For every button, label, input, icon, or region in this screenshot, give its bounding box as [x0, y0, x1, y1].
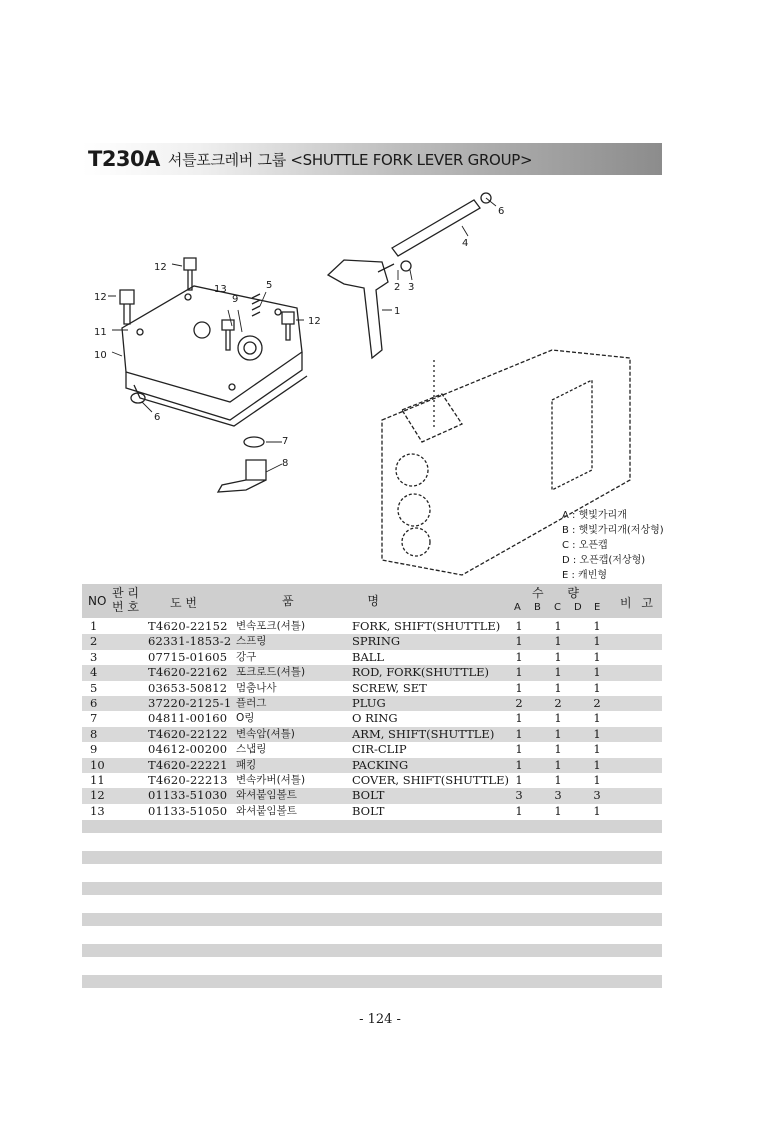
row-english-name: SCREW, SET	[352, 680, 427, 695]
callout-6: 6	[498, 206, 505, 217]
qty-col-c: C	[554, 602, 561, 613]
row-part-number: 37220-2125-1	[148, 695, 232, 710]
table-row	[82, 758, 662, 773]
callout-3: 3	[408, 282, 415, 293]
parts-table-header	[82, 584, 662, 618]
row-no: 6	[90, 695, 98, 710]
row-qty-a: 1	[515, 619, 523, 633]
row-qty-c: 1	[554, 711, 562, 726]
row-no: 5	[90, 680, 98, 695]
row-qty-c: 2	[554, 695, 562, 710]
row-english-name: ARM, SHIFT(SHUTTLE)	[352, 726, 495, 741]
table-row	[82, 788, 662, 803]
callout-6: 6	[154, 412, 161, 423]
header-item-name: 품 명	[282, 594, 379, 608]
callout-13: 13	[214, 284, 227, 295]
shift-cover-part	[122, 286, 302, 402]
row-korean-name: 변속암(셔틀)	[236, 727, 295, 740]
header-management-no: 관 리 번 호	[112, 586, 139, 614]
legend-item-a: A : 햇빛가리개	[562, 510, 627, 521]
row-qty-e: 2	[593, 695, 601, 710]
row-no: 11	[90, 772, 105, 787]
header-remarks: 비 고	[620, 596, 653, 610]
row-part-number: 03653-50812	[148, 680, 228, 695]
legend-item-e: E : 캐빈형	[562, 570, 608, 581]
row-part-number: 04811-00160	[148, 711, 228, 726]
row-no: 9	[90, 742, 98, 757]
callout-12: 12	[154, 262, 167, 273]
row-part-number: T4620-22221	[148, 757, 228, 772]
callout-1: 1	[394, 306, 401, 317]
callout-9: 9	[232, 294, 239, 305]
row-no: 1	[90, 619, 98, 633]
row-qty-a: 1	[515, 726, 523, 741]
row-qty-a: 1	[515, 711, 523, 726]
row-qty-a: 1	[515, 680, 523, 695]
row-qty-c: 3	[554, 788, 562, 803]
row-qty-e: 1	[593, 634, 601, 649]
row-qty-e: 1	[593, 665, 601, 680]
row-qty-c: 1	[554, 742, 562, 757]
row-qty-e: 3	[593, 788, 601, 803]
row-part-number: 04612-00200	[148, 742, 228, 757]
group-code: T230A	[88, 147, 160, 171]
row-part-number: T4620-22122	[148, 726, 228, 741]
parts-table-body	[82, 619, 662, 819]
row-qty-c: 1	[554, 726, 562, 741]
group-title: 셔틀포크레버 그룹 <SHUTTLE FORK LEVER GROUP>	[167, 150, 533, 169]
row-qty-c: 1	[554, 665, 562, 680]
row-qty-e: 1	[593, 742, 601, 757]
row-korean-name: 멈춤나사	[236, 681, 277, 694]
legend-item-d: D : 오픈캡(저상형)	[562, 555, 646, 566]
row-qty-e: 1	[593, 803, 601, 818]
row-qty-e: 1	[593, 726, 601, 741]
row-english-name: SPRING	[352, 634, 401, 649]
row-qty-a: 1	[515, 803, 523, 818]
row-korean-name: 변속카버(셔틀)	[236, 773, 306, 786]
row-korean-name: 와셔붙임볼트	[236, 789, 297, 802]
table-row	[82, 634, 662, 649]
row-qty-c: 1	[554, 680, 562, 695]
table-row	[82, 773, 662, 788]
table-row	[82, 665, 662, 680]
shift-fork-part	[328, 260, 388, 358]
row-qty-a: 1	[515, 757, 523, 772]
table-row	[82, 742, 662, 757]
shift-arm-part	[218, 460, 266, 492]
row-part-number: T4620-22162	[148, 665, 228, 680]
row-no: 4	[90, 665, 98, 680]
table-row	[82, 650, 662, 665]
row-english-name: BALL	[352, 649, 385, 664]
row-english-name: ROD, FORK(SHUTTLE)	[352, 665, 490, 680]
row-qty-c: 1	[554, 803, 562, 818]
page-number: - 124 -	[359, 1012, 401, 1027]
row-part-number: T4620-22213	[148, 772, 228, 787]
row-english-name: CIR-CLIP	[352, 742, 407, 757]
qty-col-d: D	[574, 602, 582, 613]
row-no: 7	[90, 711, 98, 726]
table-row	[82, 696, 662, 711]
row-part-number: T4620-22152	[148, 619, 228, 633]
table-row	[82, 711, 662, 726]
callout-5: 5	[266, 280, 273, 291]
row-english-name: PACKING	[352, 757, 409, 772]
spring-part	[252, 294, 260, 316]
row-english-name: COVER, SHIFT(SHUTTLE)	[352, 772, 509, 787]
qty-col-a: A	[514, 602, 521, 613]
row-qty-e: 1	[593, 772, 601, 787]
row-part-number: 07715-01605	[148, 649, 228, 664]
row-qty-a: 1	[515, 665, 523, 680]
callout-10: 10	[94, 350, 107, 361]
row-no: 10	[90, 757, 105, 772]
row-qty-e: 1	[593, 680, 601, 695]
row-qty-c: 1	[554, 619, 562, 633]
row-no: 2	[90, 634, 98, 649]
row-part-number: 01133-51030	[148, 788, 228, 803]
row-korean-name: 스프링	[236, 635, 267, 648]
row-korean-name: 강구	[236, 650, 257, 663]
table-row	[82, 804, 662, 819]
row-korean-name: 패킹	[236, 758, 257, 771]
table-row	[82, 619, 662, 634]
legend-item-b: B : 햇빛가리개(저상형)	[562, 525, 664, 536]
row-english-name: BOLT	[352, 803, 385, 818]
callout-7: 7	[282, 436, 289, 447]
row-qty-a: 1	[515, 649, 523, 664]
row-no: 13	[90, 803, 105, 818]
header-quantity: 수 량	[532, 586, 579, 600]
empty-table-rows	[82, 820, 662, 1006]
row-qty-c: 1	[554, 772, 562, 787]
callout-4: 4	[462, 238, 469, 249]
variant-legend	[562, 508, 664, 583]
row-no: 8	[90, 726, 98, 741]
header-no: NO	[88, 594, 107, 608]
row-korean-name: O링	[236, 712, 255, 725]
row-qty-a: 1	[515, 772, 523, 787]
header-drawing-no: 도 번	[170, 596, 197, 610]
row-qty-a: 2	[515, 695, 523, 710]
row-qty-e: 1	[593, 619, 601, 633]
row-qty-e: 1	[593, 649, 601, 664]
row-qty-c: 1	[554, 634, 562, 649]
table-row	[82, 727, 662, 742]
row-korean-name: 변속포크(셔틀)	[236, 620, 306, 632]
callout-8: 8	[282, 458, 289, 469]
row-korean-name: 스냅링	[236, 743, 267, 756]
row-korean-name: 포크로드(셔틀)	[236, 666, 306, 679]
row-qty-c: 1	[554, 757, 562, 772]
table-row	[82, 681, 662, 696]
callout-2: 2	[394, 282, 401, 293]
row-qty-a: 1	[515, 634, 523, 649]
callout-12: 12	[94, 292, 107, 303]
row-qty-e: 1	[593, 757, 601, 772]
qty-col-e: E	[594, 602, 601, 613]
row-part-number: 62331-1853-2	[148, 634, 232, 649]
bolt-part	[184, 258, 196, 290]
o-ring-part	[244, 437, 264, 447]
callout-12: 12	[308, 316, 321, 327]
row-english-name: O RING	[352, 711, 398, 726]
row-part-number: 01133-51050	[148, 803, 228, 818]
row-english-name: FORK, SHIFT(SHUTTLE)	[352, 619, 501, 633]
row-korean-name: 플러그	[236, 696, 267, 709]
legend-item-c: C : 오픈캡	[562, 540, 608, 551]
row-english-name: BOLT	[352, 788, 385, 803]
callout-11: 11	[94, 327, 107, 338]
row-qty-a: 3	[515, 788, 523, 803]
row-qty-a: 1	[515, 742, 523, 757]
row-korean-name: 와셔붙임볼트	[236, 804, 297, 817]
row-english-name: PLUG	[352, 695, 386, 710]
row-qty-c: 1	[554, 649, 562, 664]
row-qty-e: 1	[593, 711, 601, 726]
qty-col-b: B	[534, 602, 541, 613]
row-no: 3	[90, 649, 98, 664]
row-no: 12	[90, 788, 105, 803]
group-title-bar	[82, 143, 662, 175]
